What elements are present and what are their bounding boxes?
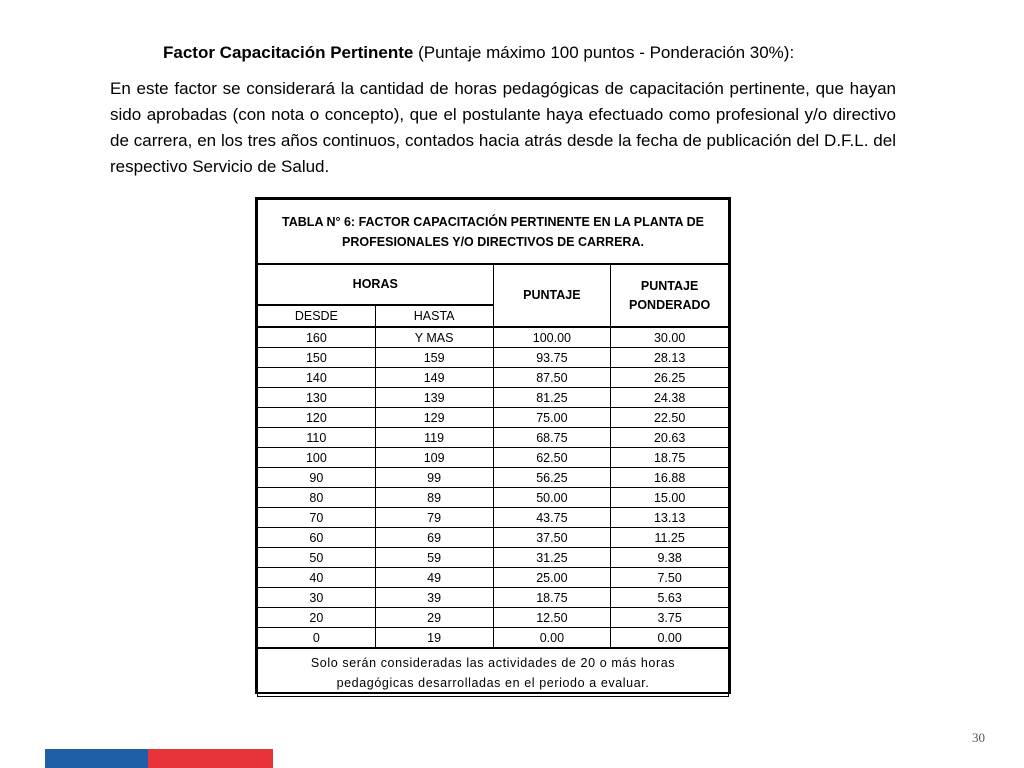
cell-puntaje: 68.75 [493,428,611,448]
heading-subtitle: (Puntaje máximo 100 puntos - Ponderación 30%): [413,43,795,62]
heading-bold-title: Factor Capacitación Pertinente [163,43,414,62]
cell-desde: 100 [258,448,376,468]
cell-puntaje: 75.00 [493,408,611,428]
cell-ponderado: 26.25 [611,368,729,388]
cell-puntaje: 0.00 [493,628,611,649]
table-row [258,628,729,649]
cell-ponderado: 9.38 [611,548,729,568]
cell-puntaje: 100.00 [493,327,611,348]
table-row [258,588,729,608]
cell-desde: 0 [258,628,376,649]
table-row [258,348,729,368]
brand-bar-red [148,749,273,768]
cell-hasta: Y MAS [375,327,493,348]
cell-ponderado: 7.50 [611,568,729,588]
cell-hasta: 159 [375,348,493,368]
cell-puntaje: 50.00 [493,488,611,508]
table-row [258,368,729,388]
cell-puntaje: 62.50 [493,448,611,468]
cell-ponderado: 22.50 [611,408,729,428]
cell-hasta: 149 [375,368,493,388]
cell-ponderado: 16.88 [611,468,729,488]
cell-desde: 140 [258,368,376,388]
cell-desde: 40 [258,568,376,588]
cell-hasta: 69 [375,528,493,548]
table-row [258,388,729,408]
table-row [258,327,729,348]
header-puntaje-ponderado-line-2: PONDERADO [628,297,711,312]
cell-puntaje: 12.50 [493,608,611,628]
header-puntaje: PUNTAJE [493,264,611,327]
cell-hasta: 129 [375,408,493,428]
cell-puntaje: 81.25 [493,388,611,408]
header-horas: HORAS [258,264,494,305]
cell-hasta: 89 [375,488,493,508]
cell-puntaje: 43.75 [493,508,611,528]
cell-desde: 20 [258,608,376,628]
cell-ponderado: 13.13 [611,508,729,528]
table-row [258,568,729,588]
table-row [258,548,729,568]
header-hasta: HASTA [375,305,493,327]
cell-puntaje: 31.25 [493,548,611,568]
table-row [258,448,729,468]
cell-hasta: 79 [375,508,493,528]
cell-hasta: 99 [375,468,493,488]
section-heading [163,42,794,64]
table-note-line-1: Solo serán consideradas las actividades de 20 o más horas [310,655,676,670]
cell-desde: 150 [258,348,376,368]
brand-bar-blue [45,749,148,768]
header-puntaje-ponderado [611,264,729,327]
table-title [258,200,729,265]
header-desde: DESDE [258,305,376,327]
cell-desde: 80 [258,488,376,508]
table-row [258,608,729,628]
factor-table-container [255,197,731,694]
table-row [258,468,729,488]
cell-puntaje: 25.00 [493,568,611,588]
table-note-line-2: pedagógicas desarrolladas en el periodo a evaluar. [336,675,650,690]
cell-hasta: 109 [375,448,493,468]
table-title-line-1: TABLA N° 6: FACTOR CAPACITACIÓN PERTINENTE EN LA PLANTA DE [282,214,704,229]
cell-puntaje: 56.25 [493,468,611,488]
cell-desde: 60 [258,528,376,548]
cell-puntaje: 87.50 [493,368,611,388]
cell-ponderado: 0.00 [611,628,729,649]
cell-ponderado: 5.63 [611,588,729,608]
cell-hasta: 19 [375,628,493,649]
cell-ponderado: 24.38 [611,388,729,408]
cell-desde: 110 [258,428,376,448]
table-row [258,408,729,428]
cell-desde: 130 [258,388,376,408]
cell-hasta: 49 [375,568,493,588]
table-note [258,648,729,697]
cell-desde: 30 [258,588,376,608]
description-paragraph: En este factor se considerará la cantidad de horas pedagógicas de capacitación pertinente, que hayan sido aprobadas (con nota o concepto), que el postulante haya efectuado como profesional y/o directivo de carrera, en los tres años continuos, contados hacia atrás desde la fecha de publicación del D.F.L. del respectivo Servicio de Salud. [110,79,896,176]
cell-ponderado: 15.00 [611,488,729,508]
cell-desde: 50 [258,548,376,568]
page-number: 30 [972,730,985,745]
header-puntaje-ponderado-line-1: PUNTAJE [640,278,699,293]
brand-color-bar [45,749,273,768]
cell-puntaje: 93.75 [493,348,611,368]
table-row [258,508,729,528]
cell-ponderado: 28.13 [611,348,729,368]
cell-ponderado: 11.25 [611,528,729,548]
table-row [258,528,729,548]
cell-ponderado: 18.75 [611,448,729,468]
cell-hasta: 59 [375,548,493,568]
cell-desde: 120 [258,408,376,428]
cell-desde: 70 [258,508,376,528]
cell-desde: 90 [258,468,376,488]
cell-ponderado: 3.75 [611,608,729,628]
cell-ponderado: 30.00 [611,327,729,348]
cell-hasta: 119 [375,428,493,448]
table-row [258,488,729,508]
table-row [258,428,729,448]
table-title-line-2: PROFESIONALES Y/O DIRECTIVOS DE CARRERA. [342,234,644,249]
cell-hasta: 139 [375,388,493,408]
cell-puntaje: 18.75 [493,588,611,608]
cell-puntaje: 37.50 [493,528,611,548]
cell-desde: 160 [258,327,376,348]
factor-table [257,199,729,697]
cell-hasta: 29 [375,608,493,628]
cell-ponderado: 20.63 [611,428,729,448]
cell-hasta: 39 [375,588,493,608]
